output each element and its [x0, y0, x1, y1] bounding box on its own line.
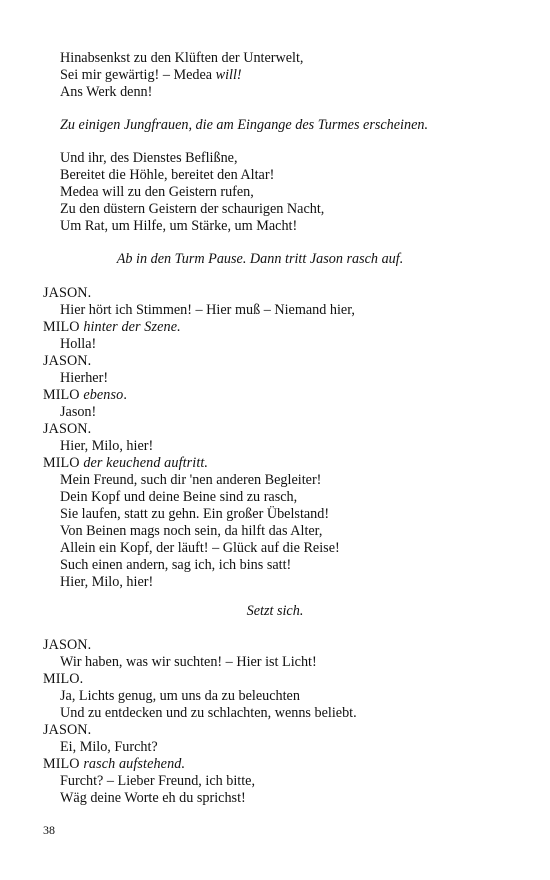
text-segment: Setzt sich. [246, 603, 304, 619]
stage-direction [0, 603, 550, 620]
verse-line [60, 404, 96, 421]
verse-line [60, 705, 357, 722]
italic-segment: ebenso [83, 387, 124, 403]
text-segment: Furcht? – Lieber Freund, ich bitte, [60, 773, 256, 789]
text-segment: . [123, 387, 127, 403]
verse-line [60, 370, 108, 387]
verse-line [60, 67, 242, 84]
text-segment: Ab in den Turm Pause. Dann tritt Jason rasch auf. [116, 251, 404, 267]
text-segment: Wäg deine Worte eh du sprichst! [60, 790, 246, 806]
text-segment: MILO. [43, 671, 84, 687]
text-segment: Holla! [60, 336, 97, 352]
verse-line [60, 201, 324, 218]
verse-line [60, 739, 158, 756]
text-segment: Medea will zu den Geistern rufen, [60, 184, 254, 200]
text-segment: Mein Freund, such dir 'nen anderen Begleiter! [60, 472, 322, 488]
text-segment: MILO [43, 756, 84, 772]
verse-line [60, 150, 238, 167]
text-segment: Sie laufen, statt zu gehn. Ein großer Übelstand! [60, 506, 330, 522]
text-segment: JASON. [43, 421, 92, 437]
verse-line [60, 540, 340, 557]
text-segment: JASON. [43, 353, 92, 369]
text-segment: Hier, Milo, hier! [60, 574, 154, 590]
text-segment: Jason! [60, 404, 97, 420]
speaker-line [43, 637, 91, 654]
text-segment: MILO [43, 319, 84, 335]
verse-line [60, 574, 153, 591]
verse-line [60, 654, 317, 671]
text-segment: Hier, Milo, hier! [60, 438, 154, 454]
verse-line [60, 790, 246, 807]
text-segment: Und ihr, des Dienstes Beflißne, [60, 150, 238, 166]
text-segment: Ei, Milo, Furcht? [60, 739, 158, 755]
text-segment: Von Beinen mags noch sein, da hilft das Alter, [60, 523, 323, 539]
speaker-line [43, 285, 91, 302]
text-segment: Um Rat, um Hilfe, um Stärke, um Macht! [60, 218, 298, 234]
verse-line [60, 557, 291, 574]
verse-line [60, 336, 96, 353]
text-segment: JASON. [43, 285, 92, 301]
text-segment: Hierher! [60, 370, 109, 386]
verse-line [60, 84, 152, 101]
italic-segment: will! [215, 67, 242, 83]
speaker-line [43, 722, 91, 739]
verse-line [60, 773, 255, 790]
text-segment: Allein ein Kopf, der läuft! – Glück auf die Reise! [60, 540, 340, 556]
speaker-line [43, 671, 83, 688]
speaker-line [43, 353, 91, 370]
speaker-line [43, 455, 208, 472]
text-segment: Sei mir gewärtig! – Medea [60, 67, 216, 83]
page-number: 38 [43, 823, 55, 837]
verse-line [60, 506, 329, 523]
text-segment: Hier hört ich Stimmen! – Hier muß – Niemand hier, [60, 302, 355, 318]
verse-line [60, 523, 322, 540]
verse-line [60, 167, 274, 184]
text-segment: Zu den düstern Geistern der schaurigen Nacht, [60, 201, 325, 217]
text-segment: JASON. [43, 637, 92, 653]
italic-segment: hinter der Szene. [83, 319, 181, 335]
italic-segment: der keuchend auftritt. [83, 455, 209, 471]
stage-direction [0, 251, 520, 268]
verse-line [60, 688, 300, 705]
text-segment: Hinabsenkst zu den Klüften der Unterwelt, [60, 50, 304, 66]
verse-line [60, 302, 355, 319]
verse-line [60, 472, 321, 489]
verse-line [60, 184, 254, 201]
speaker-line [43, 319, 181, 336]
verse-line [60, 218, 297, 235]
text-segment: Und zu entdecken und zu schlachten, wenns beliebt. [60, 705, 357, 721]
text-segment: Bereitet die Höhle, bereitet den Altar! [60, 167, 275, 183]
stage-direction [60, 117, 428, 134]
verse-line [60, 438, 153, 455]
text-segment: Dein Kopf und deine Beine sind zu rasch, [60, 489, 298, 505]
text-segment: Ans Werk denn! [60, 84, 153, 100]
speaker-line [43, 421, 91, 438]
verse-line [60, 489, 297, 506]
text-segment: MILO [43, 387, 84, 403]
text-segment: Such einen andern, sag ich, ich bins satt! [60, 557, 292, 573]
speaker-line [43, 387, 127, 404]
speaker-line [43, 756, 185, 773]
verse-line [60, 50, 303, 67]
text-segment: Zu einigen Jungfrauen, die am Eingange des Turmes erscheinen. [60, 117, 429, 133]
text-segment: MILO [43, 455, 84, 471]
text-segment: Wir haben, was wir suchten! – Hier ist Licht! [60, 654, 317, 670]
italic-segment: rasch aufstehend. [83, 756, 186, 772]
text-segment: JASON. [43, 722, 92, 738]
text-segment: Ja, Lichts genug, um uns da zu beleuchten [60, 688, 300, 704]
